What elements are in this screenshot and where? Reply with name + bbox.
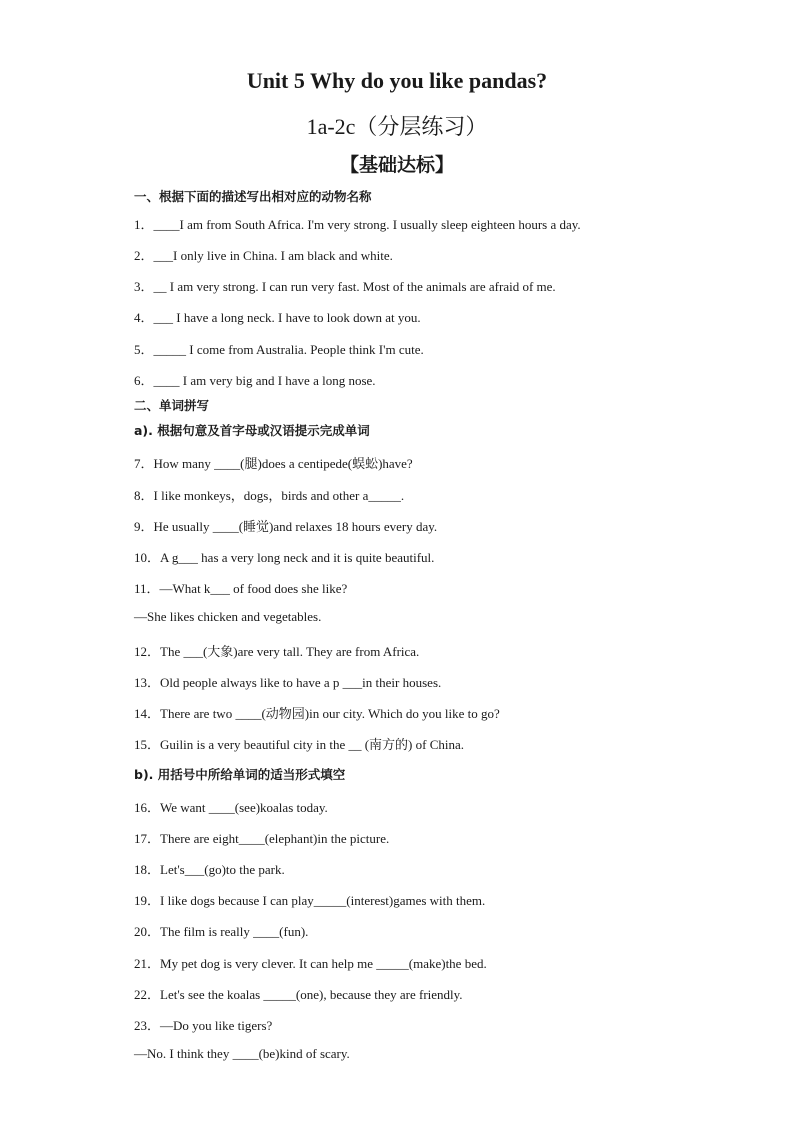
page-subtitle: 1a-2c（分层练习） <box>306 114 488 139</box>
question-text: Let's see the koalas _____(one), because they are friendly. <box>160 987 463 1002</box>
question-number: 15． <box>134 737 161 752</box>
question-number: 14． <box>134 706 161 721</box>
question-item <box>134 214 581 233</box>
question-text: How many ____(腿)does a centipede(蜈蚣)have? <box>153 456 413 471</box>
question-number: 21． <box>134 956 161 971</box>
section2-heading: 二、单词拼写 <box>134 398 210 413</box>
question-number: 18． <box>134 862 161 877</box>
question-text: Guilin is a very beautiful city in the __ (南方的) of China. <box>160 737 465 752</box>
question-item <box>134 921 308 940</box>
question-number: 23． <box>134 1018 161 1033</box>
question-text: He usually ____(睡觉)and relaxes 18 hours every day. <box>153 519 438 534</box>
question-number: 7． <box>134 456 154 471</box>
question-number: 2． <box>134 248 154 263</box>
question-item <box>134 339 424 358</box>
question-number: 19． <box>134 893 161 908</box>
question-text: Let's___(go)to the park. <box>160 862 285 877</box>
question-text: The film is really ____(fun). <box>160 924 309 939</box>
question-text: __ I am very strong. I can run very fast. Most of the animals are afraid of me. <box>153 279 556 294</box>
question-text: _____ I come from Australia. People think I'm cute. <box>153 342 424 357</box>
question-text: —No. I think they ____(be)kind of scary. <box>134 1046 350 1061</box>
question-item <box>134 370 376 389</box>
question-item <box>134 307 421 326</box>
question-item <box>134 485 404 504</box>
question-text: We want ____(see)koalas today. <box>160 800 328 815</box>
question-text: A g___ has a very long neck and it is quite beautiful. <box>160 550 435 565</box>
question-number: 13． <box>134 675 161 690</box>
question-item <box>134 797 328 816</box>
question-text: —What k___ of food does she like? <box>159 581 348 596</box>
question-number: 6． <box>134 373 154 388</box>
question-item <box>134 672 441 691</box>
question-text: ___ I have a long neck. I have to look down at you. <box>153 310 421 325</box>
question-number: 5． <box>134 342 154 357</box>
question-text: Old people always like to have a p ___in their houses. <box>160 675 442 690</box>
question-item <box>134 578 347 597</box>
question-text: There are eight____(elephant)in the picture. <box>160 831 390 846</box>
question-text: ____ I am very big and I have a long nose. <box>153 373 376 388</box>
question-item <box>134 859 285 878</box>
answer-line <box>134 609 321 625</box>
question-number: 12． <box>134 644 161 659</box>
question-text: There are two ____(动物园)in our city. Which do you like to go? <box>160 706 500 721</box>
question-number: 1． <box>134 217 154 232</box>
question-number: 11． <box>134 581 160 596</box>
question-number: 9． <box>134 519 154 534</box>
question-item <box>134 641 419 660</box>
section1-heading: 一、根据下面的描述写出相对应的动物名称 <box>134 189 372 204</box>
question-item <box>134 1015 272 1034</box>
page-title: Unit 5 Why do you like pandas? <box>246 68 548 93</box>
question-item <box>134 828 389 847</box>
question-item <box>134 953 487 972</box>
question-item <box>134 547 434 566</box>
answer-line <box>134 1046 350 1062</box>
question-number: 10． <box>134 550 161 565</box>
part-a-heading: a). 根据句意及首字母或汉语提示完成单词 <box>134 423 370 438</box>
question-text: My pet dog is very clever. It can help me _____(make)the bed. <box>160 956 487 971</box>
question-number: 3． <box>134 279 154 294</box>
question-item <box>134 890 485 909</box>
question-text: —She likes chicken and vegetables. <box>134 609 322 624</box>
question-number: 17． <box>134 831 161 846</box>
question-text: ___I only live in China. I am black and white. <box>153 248 393 263</box>
question-text: —Do you like tigers? <box>160 1018 273 1033</box>
question-text: I like dogs because I can play_____(interest)games with them. <box>160 893 486 908</box>
question-number: 20． <box>134 924 161 939</box>
question-text: ____I am from South Africa. I'm very strong. I usually sleep eighteen hours a day. <box>153 217 581 232</box>
question-number: 22． <box>134 987 161 1002</box>
question-item <box>134 245 393 264</box>
question-item <box>134 276 556 295</box>
question-item <box>134 984 463 1003</box>
question-number: 16． <box>134 800 161 815</box>
question-number: 4． <box>134 310 154 325</box>
question-item <box>134 734 464 753</box>
question-item <box>134 516 437 535</box>
question-number: 8． <box>134 488 154 503</box>
question-text: I like monkeys，dogs，birds and other a_____. <box>153 488 405 503</box>
part-b-heading: b). 用括号中所给单词的适当形式填空 <box>134 767 346 782</box>
level-heading: 【基础达标】 <box>339 154 454 176</box>
question-item <box>134 453 413 472</box>
question-item <box>134 703 500 722</box>
question-text: The ___(大象)are very tall. They are from Africa. <box>160 644 420 659</box>
